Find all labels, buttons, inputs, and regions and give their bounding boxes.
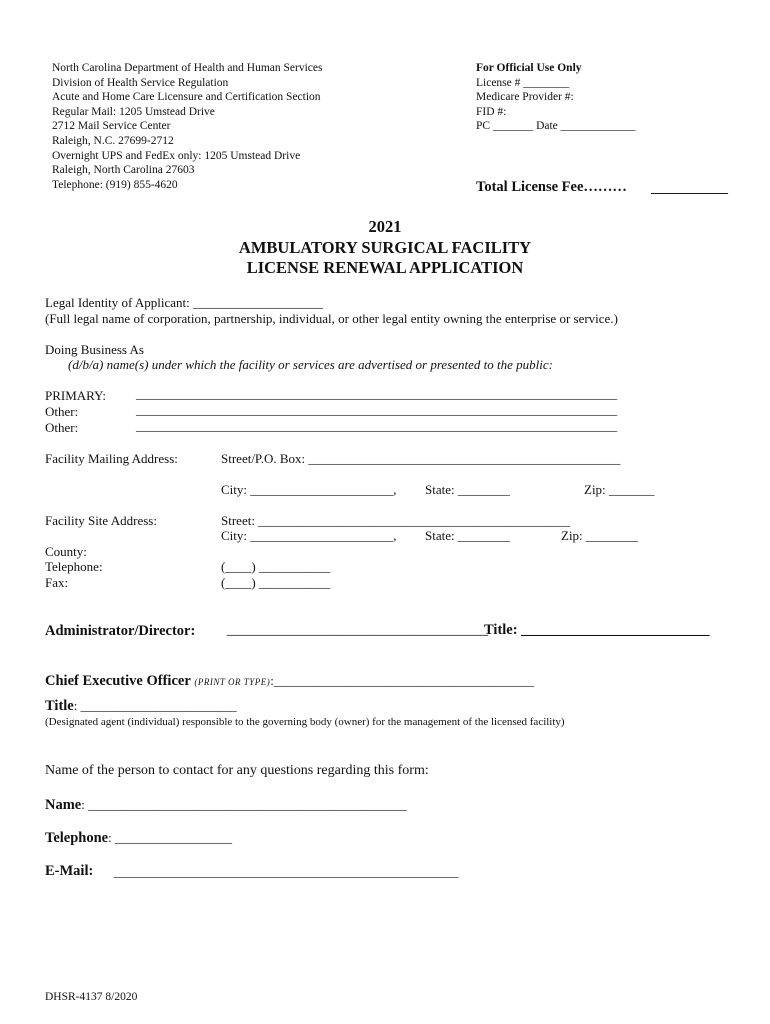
ceo-name-field[interactable]: :________________________________________ (270, 673, 534, 688)
site-state-field[interactable]: State: ________ (425, 528, 510, 543)
fid-field[interactable]: FID #: (476, 105, 507, 118)
form-year: 2021 (368, 217, 402, 236)
contact-email-label: E-Mail: (45, 863, 94, 879)
legal-identity-note: (Full legal name of corporation, partnership, individual, or other legal entity owning the enterprise or service.) (45, 311, 618, 326)
agency-line: Regular Mail: 1205 Umstead Drive (52, 105, 215, 118)
agency-line: Telephone: (919) 855-4620 (52, 178, 178, 191)
total-license-fee-field[interactable]: ___________ (651, 181, 728, 196)
county-label: County: (45, 544, 87, 559)
agency-line: Acute and Home Care Licensure and Certification Section (52, 91, 321, 104)
agency-line: Raleigh, N.C. 27699-2712 (52, 134, 174, 147)
administrator-title-field[interactable]: Title: __________________________ (484, 622, 710, 638)
site-street-field[interactable]: Street: ________________________________________________ (221, 513, 571, 528)
ceo-print-hint: (PRINT OR TYPE) (194, 677, 271, 687)
fax-field[interactable]: (____) ___________ (221, 575, 331, 590)
ceo-row (45, 673, 534, 690)
contact-name-field[interactable]: : _________________________________________________ (81, 797, 407, 812)
form-title-line2: LICENSE RENEWAL APPLICATION (246, 258, 524, 277)
site-address-label: Facility Site Address: (45, 513, 157, 528)
contact-name-label: Name (45, 797, 82, 813)
telephone-field[interactable]: (____) ___________ (221, 559, 331, 574)
contact-email-field[interactable]: _____________________________________________________ (114, 864, 459, 879)
site-city-field[interactable]: City: ______________________, (221, 528, 397, 543)
form-title-line1: AMBULATORY SURGICAL FACILITY (238, 237, 532, 257)
ceo-label: Chief Executive Officer (45, 673, 191, 689)
dba-primary-field[interactable]: __________________________________________________________________________ (136, 386, 617, 401)
dba-primary-label: PRIMARY: (45, 388, 106, 403)
dba-label: Doing Business As (45, 342, 144, 357)
agency-line: North Carolina Department of Health and Human Services (52, 62, 323, 74)
administrator-label: Administrator/Director: (45, 623, 196, 639)
ceo-note: (Designated agent (individual) responsible to the governing body (owner) for the management of the licensed facility) (45, 716, 565, 728)
fax-label: Fax: (45, 575, 69, 590)
dba-other1-field[interactable]: __________________________________________________________________________ (136, 402, 617, 417)
form-number-footer: DHSR-4137 8/2020 (45, 991, 138, 1003)
total-license-fee-label: Total License Fee……… (476, 179, 627, 195)
dba-other2-field[interactable]: __________________________________________________________________________ (136, 418, 617, 433)
agency-line: 2712 Mail Service Center (52, 120, 171, 133)
official-use-title: For Official Use Only (476, 62, 582, 74)
site-zip-field[interactable]: Zip: ________ (561, 528, 638, 543)
contact-phone-row (45, 830, 232, 847)
administrator-field[interactable]: ____________________________________ (227, 622, 488, 638)
contact-phone-field[interactable]: : __________________ (108, 830, 232, 845)
legal-identity-field[interactable]: Legal Identity of Applicant: ____________________ (45, 295, 324, 310)
dba-other2-label: Other: (45, 420, 79, 435)
license-number-field[interactable]: License # ________ (476, 76, 570, 89)
mailing-street-field[interactable]: Street/P.O. Box: ________________________________________________ (221, 451, 621, 466)
form-title-block (0, 217, 770, 279)
telephone-label: Telephone: (45, 559, 103, 574)
medicare-provider-field[interactable]: Medicare Provider #: (476, 91, 574, 104)
agency-line: Overnight UPS and FedEx only: 1205 Umstead Drive (52, 149, 301, 162)
official-use-block (476, 61, 635, 134)
contact-name-row (45, 797, 407, 814)
ceo-title-field[interactable]: : ________________________ (73, 698, 237, 713)
contact-phone-label: Telephone (45, 830, 109, 846)
agency-line: Raleigh, North Carolina 27603 (52, 164, 195, 177)
ceo-title-row (45, 698, 237, 715)
mailing-zip-field[interactable]: Zip: _______ (584, 482, 655, 497)
agency-line: Division of Health Service Regulation (52, 76, 229, 89)
mailing-city-field[interactable]: City: ______________________, (221, 482, 397, 497)
contact-intro: Name of the person to contact for any questions regarding this form: (45, 763, 429, 778)
dba-note: (d/b/a) name(s) under which the facility or services are advertised or presented to the public: (68, 357, 553, 372)
pc-date-field[interactable]: PC _______ Date _____________ (476, 120, 636, 133)
mailing-address-label: Facility Mailing Address: (45, 451, 178, 466)
agency-address-block (52, 61, 323, 192)
mailing-state-field[interactable]: State: ________ (425, 482, 510, 497)
ceo-title-label: Title (45, 698, 74, 714)
dba-other1-label: Other: (45, 404, 79, 419)
